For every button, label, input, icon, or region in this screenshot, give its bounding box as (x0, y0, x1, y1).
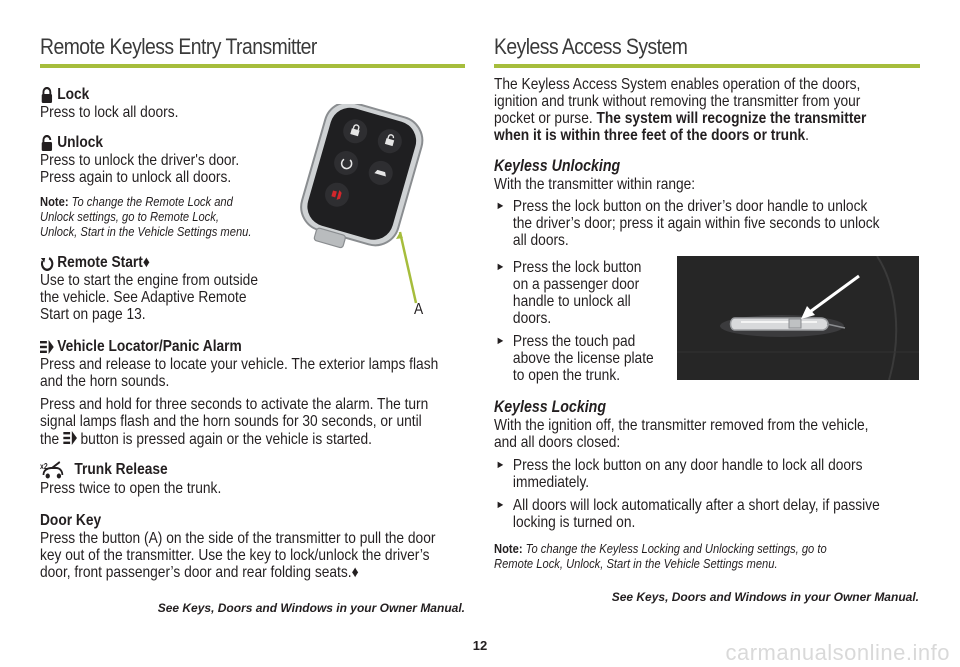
note-remote: Note: To change the Remote Lock and Unlock settings, go to Remote Lock, Unlock, Start in the Vehicle Settings menu. (40, 194, 252, 239)
svg-text:x2: x2 (40, 461, 48, 472)
list-item: ► Press the lock button on a passenger door handle to unlock all doors. (495, 259, 642, 327)
note-keyless: Note: To change the Keyless Locking and Unlocking settings, go to Remote Lock, Unlock, Start in the Vehicle Settings menu. (494, 541, 827, 571)
note-label: Note: (494, 541, 523, 556)
section-title-remote: Remote Keyless Entry Transmitter (40, 34, 317, 59)
keyless-unlocking: Keyless Unlocking With the transmitter within range: ► Press the lock button on the driver’s door handle to unlock the driver’s door; press it again within five seconds to unlock all doors. (494, 157, 920, 249)
door-key-block: Door Key Press the button (A) on the side of the transmitter to pull the door key out of the transmitter. Use the key to lock/unlock the driver’s door, front passenger’s door and rear folding seats.♦ (40, 512, 466, 581)
lock-icon (40, 87, 54, 103)
keyless-unlocking-more (494, 259, 666, 384)
bullet-arrow-icon: ► (495, 499, 506, 511)
right-reference: See Keys, Doors and Windows in your Owner Manual. (611, 590, 919, 604)
keyless-locking: Keyless Locking With the ignition off, the transmitter removed from the vehicle, and all doors closed: ► Press the lock button on any door handle to lock all doors immediately. ► All doors will lock automatically after a short delay, if passive locking is turned on. (494, 398, 920, 531)
left-column (40, 32, 465, 68)
bullet-arrow-icon: ► (495, 459, 506, 471)
lock-text: Press to lock all doors. (40, 104, 179, 121)
left-reference: See Keys, Doors and Windows in your Owner Manual. (157, 601, 465, 615)
locator-block: Vehicle Locator/Panic Alarm Press and release to locate your vehicle. The exterior lamps flash and the horn sounds. Press and hold for three seconds to activate the alarm. The turn signal lamps flash and the horn sounds for 30 seconds, or until the button is pressed again or the vehicle is started. (40, 338, 439, 448)
trunk-block: x2 Trunk Release Press twice to open the trunk. (40, 461, 222, 497)
vehicle-locator-icon (40, 339, 54, 355)
vehicle-locator-icon (63, 430, 77, 446)
remote-start-heading: Remote Start♦ (57, 254, 150, 271)
bullet-arrow-icon: ► (495, 335, 506, 347)
section-rule (494, 64, 920, 68)
list-item: ► All doors will lock automatically after a short delay, if passive locking is turned on. (495, 497, 880, 531)
keyless-locking-heading: Keyless Locking (494, 398, 607, 416)
keyless-intro: The Keyless Access System enables operation of the doors, ignition and trunk without removing the transmitter from your pocket or purse. The system will recognize the transmitter when it is within three feet of the doors or trunk. (494, 76, 867, 144)
unlock-block (40, 134, 302, 186)
locator-heading: Vehicle Locator/Panic Alarm (57, 338, 242, 355)
remote-start-icon (40, 255, 54, 271)
key-button-label: A (414, 301, 424, 318)
door-key-heading: Door Key (40, 512, 102, 529)
lock-heading: Lock (57, 86, 90, 103)
list-item: ► Press the touch pad above the license plate to open the trunk. (495, 333, 654, 384)
unlock-icon (40, 135, 54, 151)
right-column (494, 32, 920, 68)
key-fob-image (300, 104, 440, 319)
bullet-arrow-icon: ► (495, 200, 506, 212)
remote-start-block: Remote Start♦ Use to start the engine from outside the vehicle. See Adaptive Remote Start on page 13. (40, 254, 258, 323)
trunk-heading: Trunk Release (74, 461, 168, 478)
door-handle-photo (677, 256, 919, 380)
list-item: ► Press the lock button on any door handle to lock all doors immediately. (495, 457, 863, 491)
watermark: carmanualsonline.info (725, 640, 950, 665)
unlock-heading: Unlock (57, 134, 104, 151)
bullet-arrow-icon: ► (495, 261, 506, 273)
note-label: Note: (40, 194, 69, 209)
unlock-text-2: Press again to unlock all doors. (40, 169, 232, 186)
list-item: ► Press the lock button on the driver’s door handle to unlock the driver’s door; press it again within five seconds to unlock all doors. (495, 198, 880, 249)
page-number: 12 (472, 638, 488, 653)
trunk-release-icon (40, 460, 64, 480)
keyless-unlocking-heading: Keyless Unlocking (494, 157, 621, 175)
unlock-text-1: Press to unlock the driver's door. (40, 152, 240, 169)
section-rule (40, 64, 465, 68)
section-title-keyless: Keyless Access System (494, 34, 688, 59)
lock-block (40, 86, 302, 121)
